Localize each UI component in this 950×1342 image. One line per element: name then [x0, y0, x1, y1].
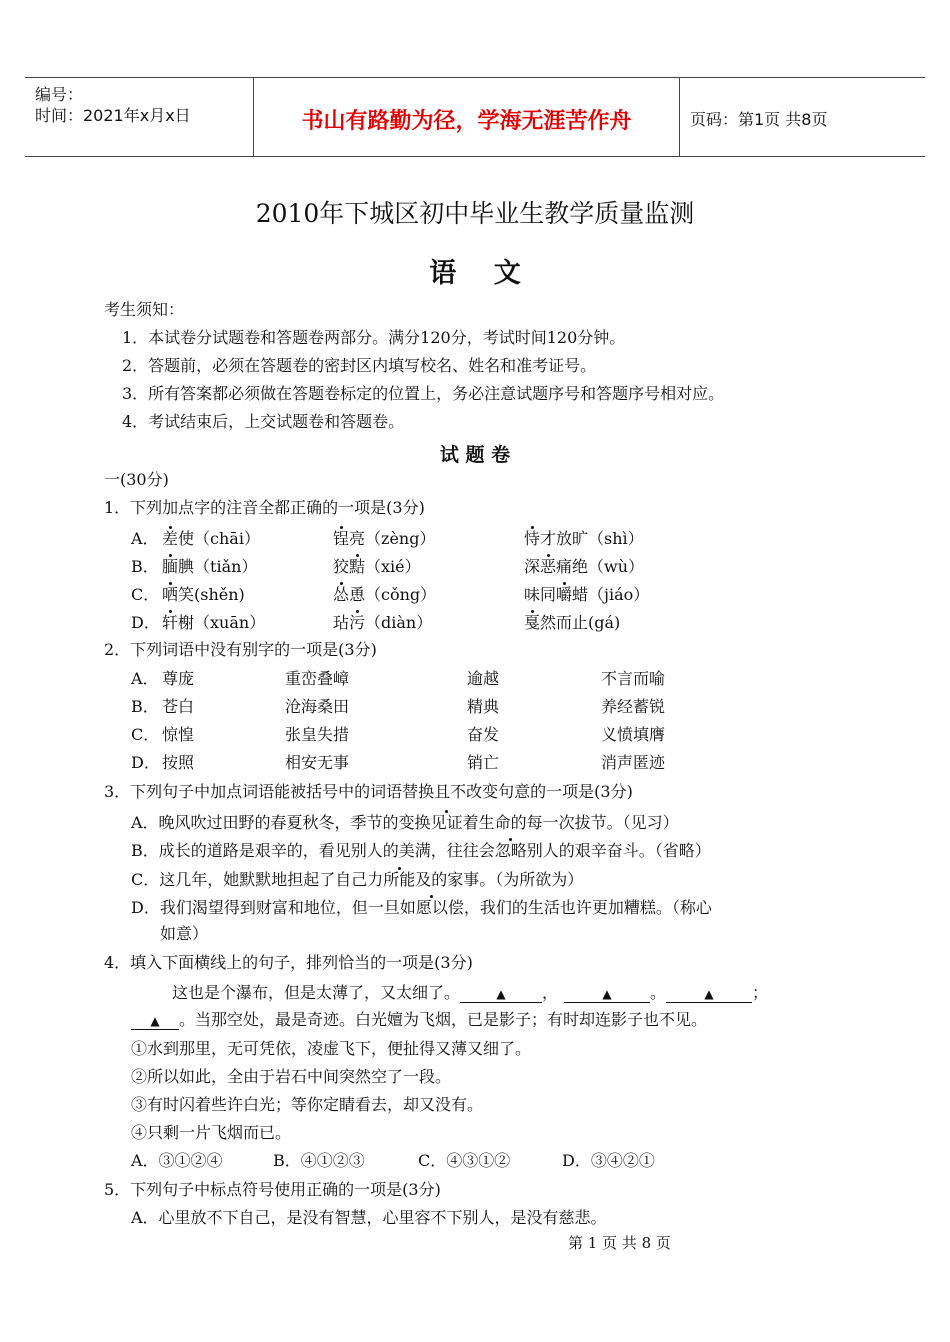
q3-option-d-continued: 如意） — [160, 924, 209, 943]
q2-word: 养经蓄锐 — [601, 697, 666, 716]
q2-word: 苍白 — [162, 697, 195, 716]
document-header — [25, 77, 925, 157]
q2-word: 奋发 — [467, 725, 500, 744]
q3-option-b: B．成长的道路是艰辛的，看见别人的美满，往往会忽略别人的艰辛奋斗。（省略） — [131, 841, 711, 860]
question-2-stem: 2．下列词语中没有别字的一项是(3分) — [104, 640, 377, 659]
q2-option-label: C． — [131, 725, 160, 744]
header-motto: 书山有路勤为径，学海无涯苦作舟 — [301, 109, 632, 134]
q2-word: 沧海桑田 — [285, 697, 350, 716]
q3-option-a: A．晚风吹过田野的春夏秋冬，季节的变换见证着生命的每一次拔节。（见习） — [131, 813, 679, 832]
answer-blank: ▲ — [460, 985, 542, 1003]
question-3-stem: 3．下列句子中加点词语能被括号中的词语替换且不改变句意的一项是(3分) — [104, 782, 633, 801]
q3-option-d: D．我们渴望得到财富和地位，但一旦如愿以偿，我们的生活也许更加糟糕。（称心 — [131, 898, 712, 917]
q2-option-label: A． — [131, 669, 159, 688]
q2-word: 相安无事 — [285, 753, 350, 772]
header-divider — [679, 78, 680, 156]
notice-item: 3．所有答案都必须做在答题卷标定的位置上，务必注意试题序号和答题序号相对应。 — [122, 384, 725, 403]
q1-word: 轩榭（xuān） — [162, 613, 266, 632]
q1-word: 怂恿（cǒng） — [333, 585, 437, 604]
q4-option: D．③④②① — [562, 1151, 655, 1170]
exam-subject: 语 文 — [429, 258, 521, 289]
q4-option: A．③①②④ — [131, 1151, 223, 1170]
notice-item: 1．本试卷分试题卷和答题卷两部分。满分120分，考试时间120分钟。 — [122, 328, 626, 347]
q2-word: 销亡 — [467, 753, 500, 772]
q2-word: 不言而喻 — [601, 669, 666, 688]
question-5-stem: 5．下列句子中标点符号使用正确的一项是(3分) — [104, 1180, 441, 1199]
q2-word: 义愤填膺 — [601, 725, 666, 744]
q2-word: 尊庞 — [162, 669, 195, 688]
q1-option-label: D． — [131, 613, 160, 632]
q2-word: 重峦叠嶂 — [285, 669, 350, 688]
q3-option-c: C．这几年，她默默地担起了自己力所能及的家事。（为所欲为） — [131, 870, 584, 889]
q4-passage-line: ▲ 。当那空处，最是奇迹。白光嬗为飞烟，已是影子；有时却连影子也不见。 — [131, 1010, 707, 1030]
q2-word: 消声匿迹 — [601, 753, 666, 772]
q4-option: B．④①②③ — [273, 1151, 365, 1170]
number-label: 编号： — [35, 85, 84, 104]
notice-title: 考生须知： — [104, 300, 185, 319]
q1-word: 差使（chāi） — [162, 529, 260, 548]
q2-option-label: B． — [131, 697, 159, 716]
q1-word: 深恶痛绝（wù） — [524, 557, 645, 576]
q4-option: C．④③①② — [418, 1151, 511, 1170]
q1-word: 戛然而止(gá) — [524, 613, 621, 632]
notice-item: 4．考试结束后，上交试题卷和答题卷。 — [122, 412, 405, 431]
q4-passage-line: 这也是个瀑布，但是太薄了，又太细了。 ▲ ， ▲ 。 ▲ ； — [172, 983, 769, 1002]
q1-option-label: B． — [131, 557, 159, 576]
notice-item: 2．答题前，必须在答题卷的密封区内填写校名、姓名和准考证号。 — [122, 356, 597, 375]
q1-word: 狡黠（xié） — [333, 557, 421, 576]
header-meta — [35, 84, 191, 126]
q1-word: 恃才放旷（shì） — [524, 529, 644, 548]
section-label: 一(30分) — [104, 470, 169, 489]
q5-option-a: A．心里放不下自己，是没有智慧，心里容不下别人，是没有慈悲。 — [131, 1208, 607, 1227]
q1-word: 味同嚼蜡（jiáo） — [524, 585, 650, 604]
question-1-stem: 1．下列加点字的注音全都正确的一项是(3分) — [104, 498, 425, 517]
q2-word: 精典 — [467, 697, 500, 716]
q1-word: 腼腆（tiǎn） — [162, 557, 258, 576]
q1-word: 玷污（diàn） — [333, 613, 433, 632]
page-footer: 第 1 页 共 8 页 — [568, 1234, 671, 1252]
header-page-info: 页码：第1页 共8页 — [690, 110, 828, 129]
answer-blank: ▲ — [131, 1012, 179, 1030]
q4-sentence: ①水到那里，无可凭依，凌虚飞下，便扯得又薄又细了。 — [131, 1039, 532, 1058]
q1-word: 锃亮（zèng） — [333, 529, 436, 548]
answer-blank: ▲ — [666, 985, 752, 1003]
q1-option-label: A． — [131, 529, 159, 548]
answer-blank: ▲ — [564, 985, 650, 1003]
q4-sentence: ②所以如此，全由于岩石中间突然空了一段。 — [131, 1067, 452, 1086]
q1-word: 哂笑(shěn) — [162, 585, 245, 604]
q2-word: 逾越 — [467, 669, 500, 688]
q4-sentence: ③有时闪着些许白光；等你定睛看去，却又没有。 — [131, 1095, 484, 1114]
q1-option-label: C． — [131, 585, 160, 604]
q2-option-label: D． — [131, 753, 160, 772]
q2-word: 惊惶 — [162, 725, 195, 744]
q4-sentence: ④只剩一片飞烟而已。 — [131, 1123, 292, 1142]
time-label: 时间：2021年x月x日 — [35, 106, 191, 125]
question-4-stem: 4．填入下面横线上的句子，排列恰当的一项是(3分) — [104, 953, 473, 972]
paper-title: 试 题 卷 — [439, 444, 511, 466]
exam-title: 2010年下城区初中毕业生教学质量监测 — [255, 199, 695, 228]
q2-word: 张皇失措 — [285, 725, 350, 744]
q2-word: 按照 — [162, 753, 195, 772]
